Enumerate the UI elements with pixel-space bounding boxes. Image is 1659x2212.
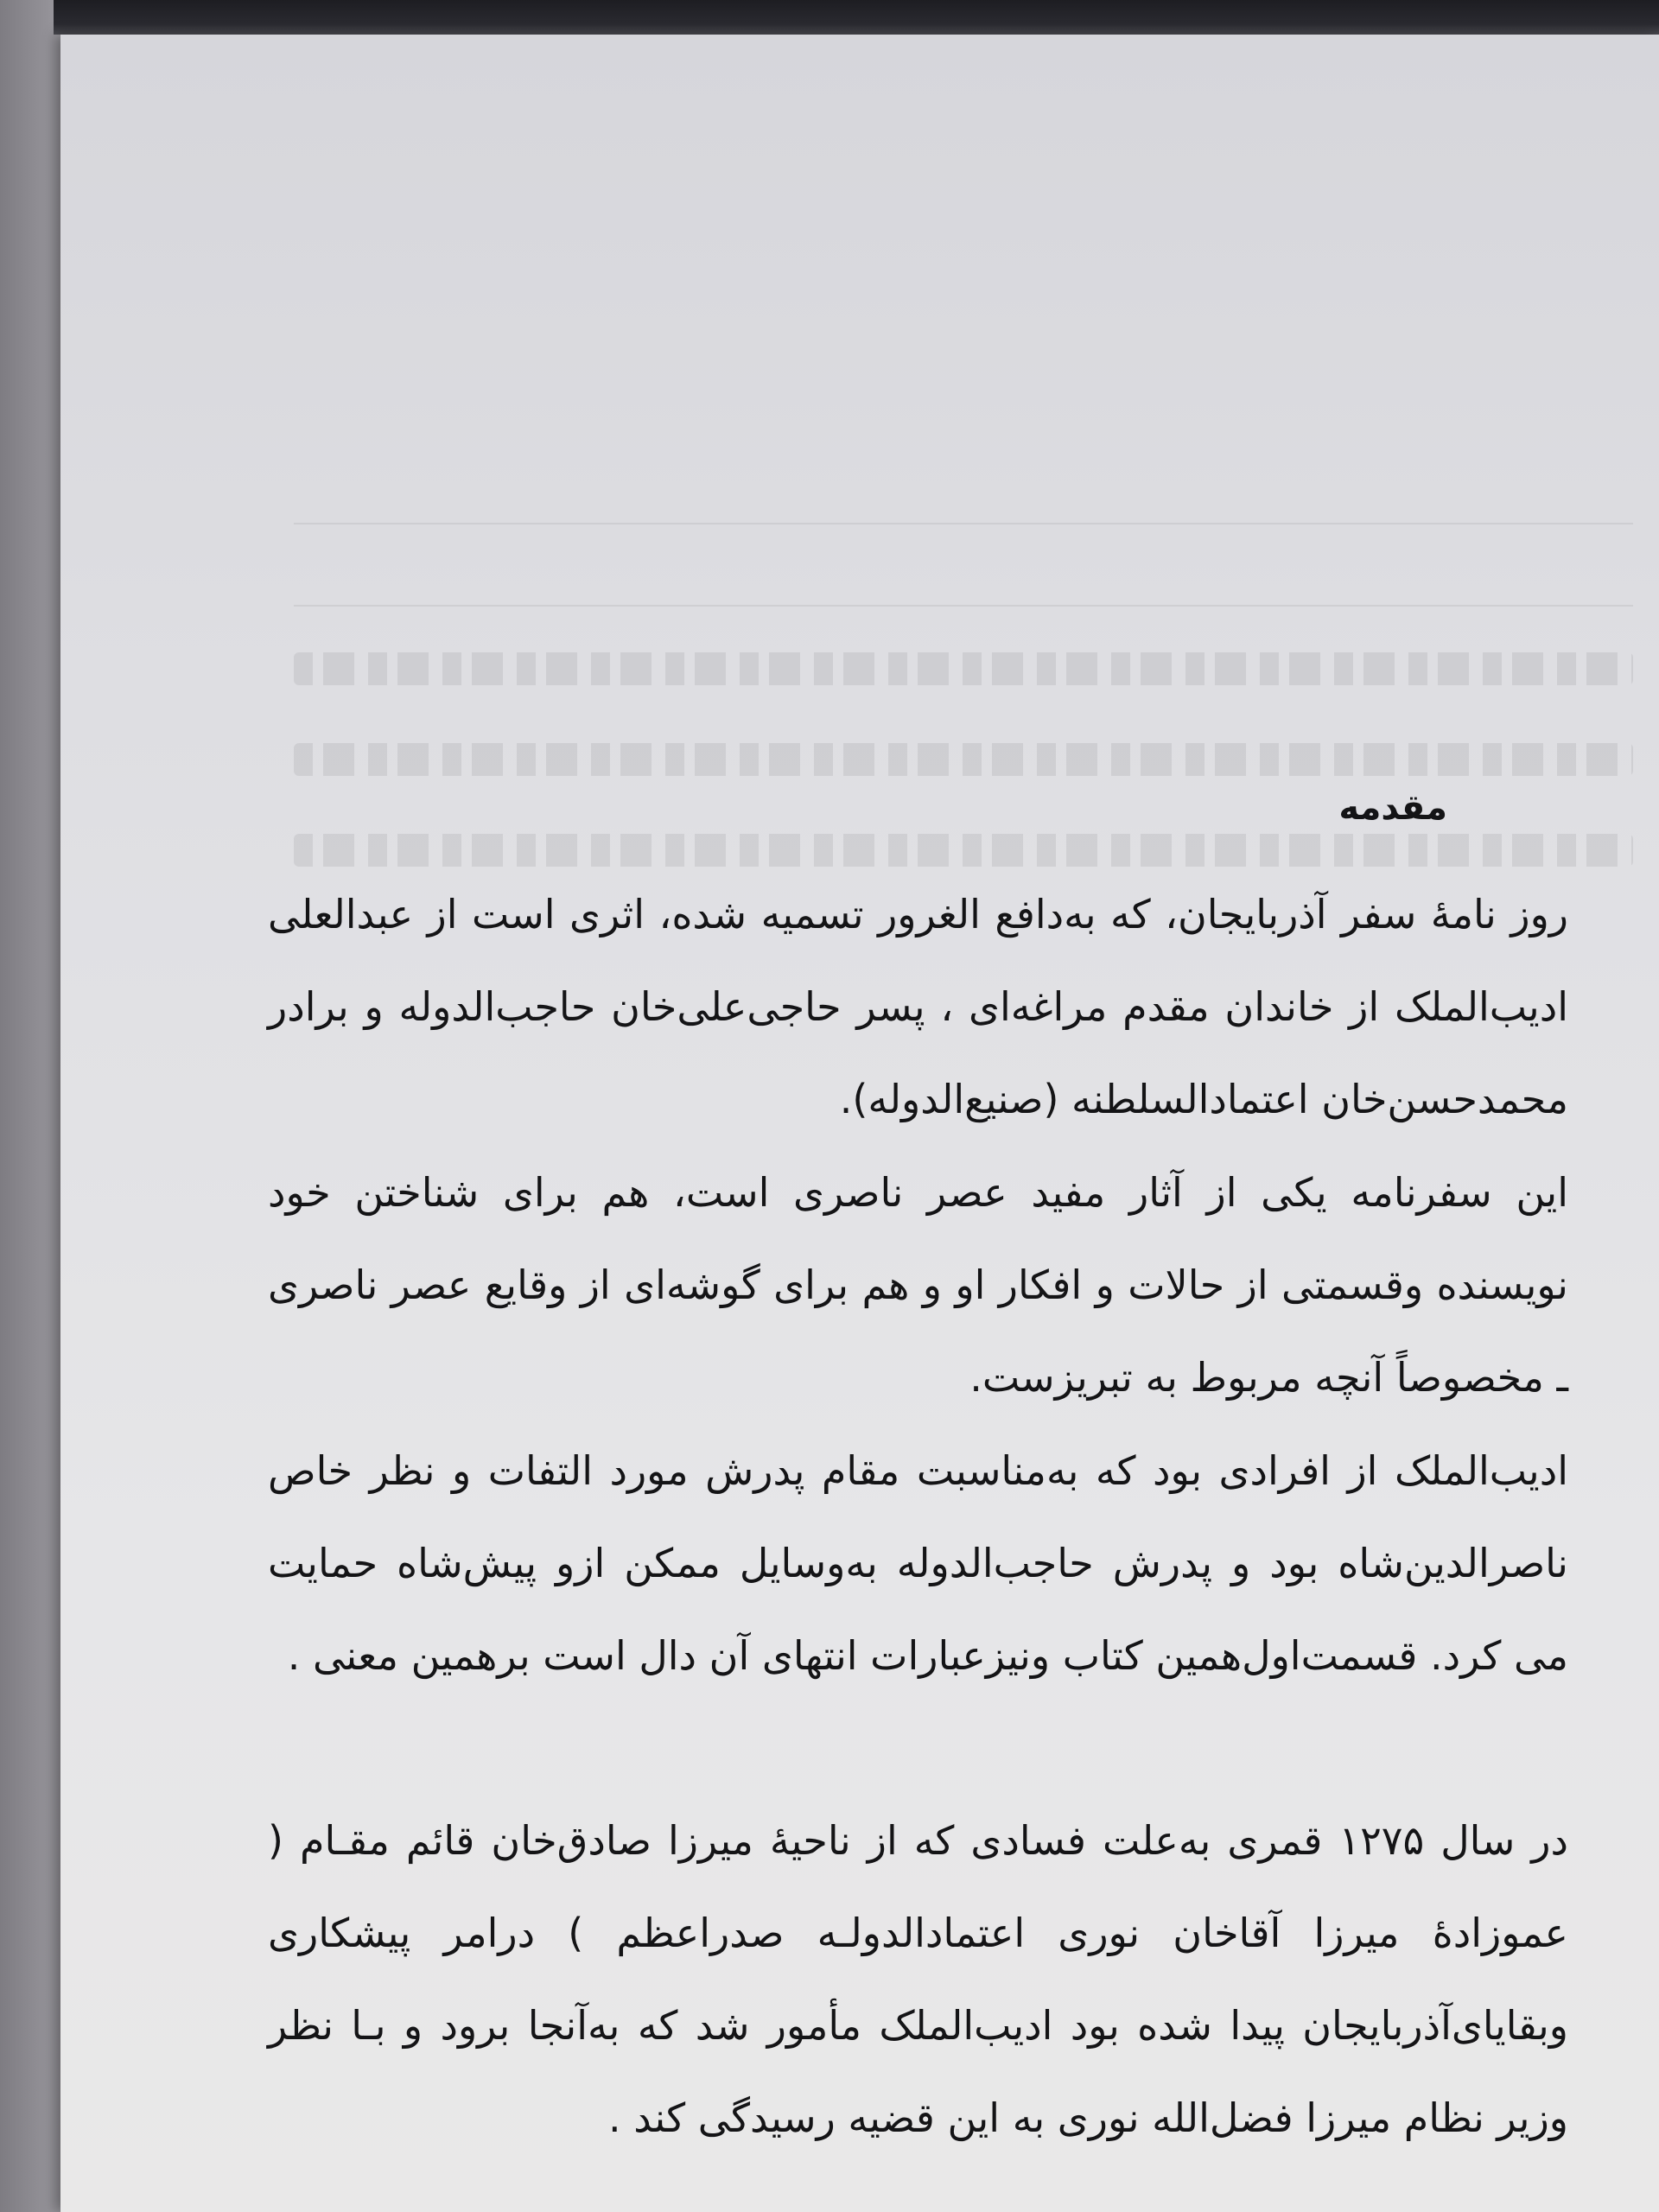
paragraph-1: روز نامهٔ سفر آذربایجان، که به‌دافع الغرور تسمیه شده، اثری است از عبدالعلی ادیب‌الملک از خاندان مقدم مراغه‌ای ، پسر حاجی‌علی‌خان حاجب‌الدوله و برادر محمدحسن‌خان اعتمادالسلطنه (صنیع‌الدوله). [268, 891, 1568, 1122]
section-heading: مقدمه [1338, 788, 1447, 828]
paragraph-3: ادیب‌الملک از افرادی بود که به‌مناسبت مقام پدرش مورد التفات و نظر خاص ناصرالدین‌شاه بود و پدرش حاجب‌الدوله به‌وسایل ممکن ازو پیش‌شاه حمایت می کرد. قسمت‌اول‌همین کتاب ونیزعبارات انتهای آن دال است برهمین معنی . [268, 1447, 1568, 1679]
paragraph-2: این سفرنامه یکی از آثار مفید عصر ناصری است، هم برای شناختن خود نویسنده وقسمتی از حالات و افکار او و هم برای گوشه‌ای از وقایع عصر ناصری ـ مخصوصاً آنچه مربوط به تبریزست. [268, 1169, 1568, 1401]
paragraph-4: در سال ۱۲۷۵ قمری به‌علت فسادی که از ناحیهٔ میرزا صادق‌خان قائم مقـام ( عموزادهٔ میرزا آقاخان نوری اعتمادالدولـه صدراعظم ) درامر پیشکاری وبقایای‌آذربایجان پیدا شده بود ادیب‌الملک مأمور شد که به‌آنجا برود و بـا نظر وزیر نظام میرزا فضل‌الله نوری به این قضیه رسیدگی کند . [268, 1817, 1568, 2141]
book-binding-edge [54, 0, 1659, 35]
